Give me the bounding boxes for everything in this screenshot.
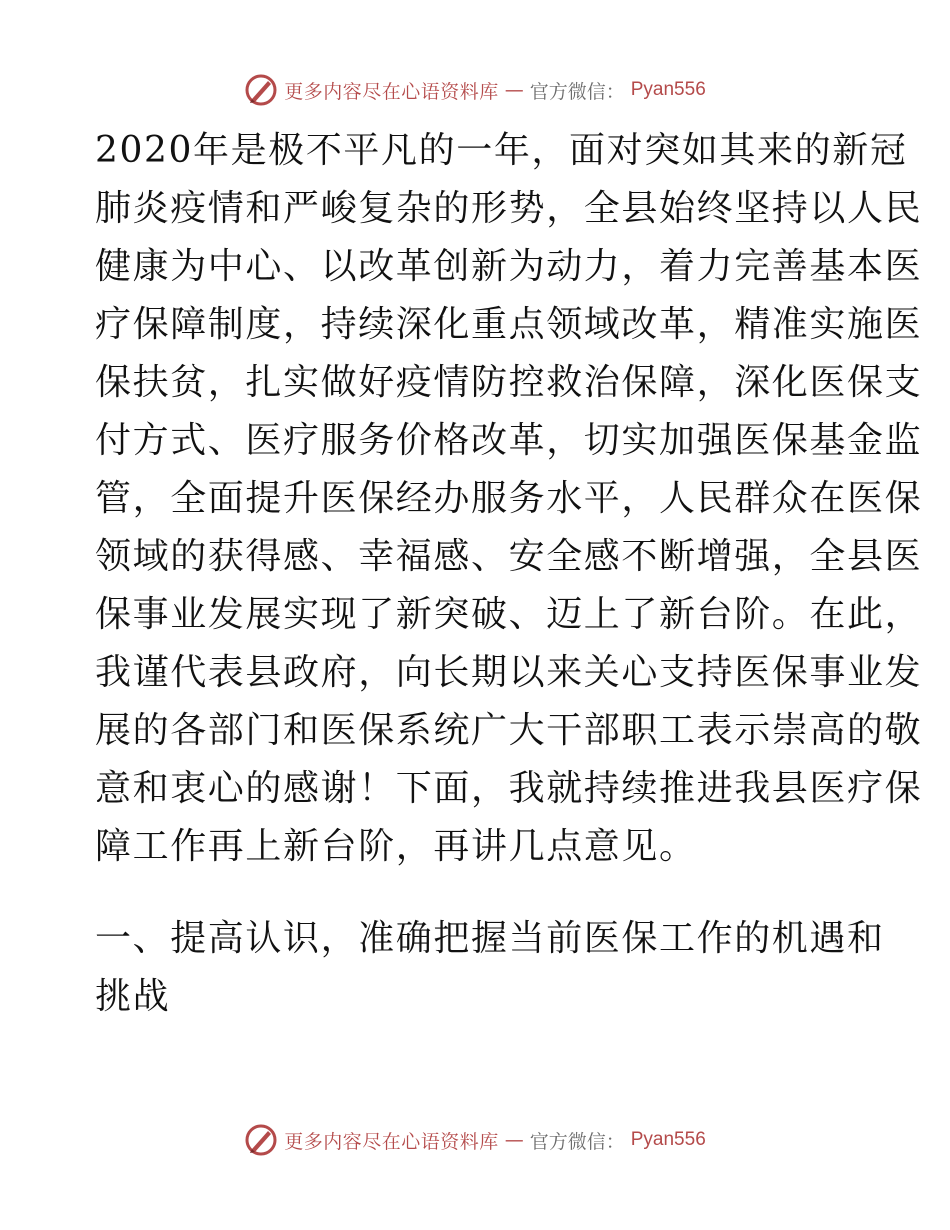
watermark-header: [0, 70, 950, 110]
document-body: [95, 122, 923, 1026]
paragraph-spacer: [95, 876, 855, 910]
paragraph-line: 展的各部门和医保系统广大干部职工表示崇高的敬: [95, 710, 923, 751]
watermark-dash: —: [504, 1129, 524, 1151]
paragraph-line: 付方式、医疗服务价格改革，切实加强医保基金监: [95, 420, 923, 461]
paragraph-line: 2020年是极不平凡的一年，面对突如其来的新冠: [95, 130, 908, 171]
paragraph-line: 领域的获得感、幸福感、安全感不断增强，全县医: [95, 536, 923, 577]
watermark-wechat-id: Pyan556: [630, 79, 706, 100]
paragraph-line: 肺炎疫情和严峻复杂的形势，全县始终坚持以人民: [95, 188, 923, 229]
pen-logo-icon: [244, 73, 278, 107]
pen-logo-icon: [244, 1123, 278, 1157]
paragraph-line: 我谨代表县政府，向长期以来关心支持医保事业发: [95, 652, 923, 693]
paragraph-line: 保扶贫，扎实做好疫情防控救治保障，深化医保支: [95, 362, 923, 403]
watermark-wechat-label: 官方微信：: [529, 1130, 625, 1153]
paragraph-line: 障工作再上新台阶，再讲几点意见。: [95, 826, 697, 867]
watermark-wechat-label: 官方微信：: [529, 80, 625, 103]
section-heading-line: 一、提高认识，准确把握当前医保工作的机遇和: [95, 918, 885, 959]
watermark-brand-text: 更多内容尽在心语资料库: [284, 1130, 499, 1153]
section-heading-line: 挑战: [95, 976, 171, 1017]
paragraph-line: 健康为中心、以改革创新为动力，着力完善基本医: [95, 246, 923, 287]
watermark-dash: —: [504, 79, 524, 101]
watermark-brand-text: 更多内容尽在心语资料库: [284, 80, 499, 103]
paragraph-line: 意和衷心的感谢！下面，我就持续推进我县医疗保: [95, 768, 923, 809]
paragraph-line: 管，全面提升医保经办服务水平，人民群众在医保: [95, 478, 923, 519]
paragraph-line: 保事业发展实现了新突破、迈上了新台阶。在此，: [95, 594, 923, 635]
watermark-wechat-id: Pyan556: [630, 1129, 706, 1150]
paragraph-line: 疗保障制度，持续深化重点领域改革，精准实施医: [95, 304, 923, 345]
watermark-footer: [0, 1120, 950, 1160]
